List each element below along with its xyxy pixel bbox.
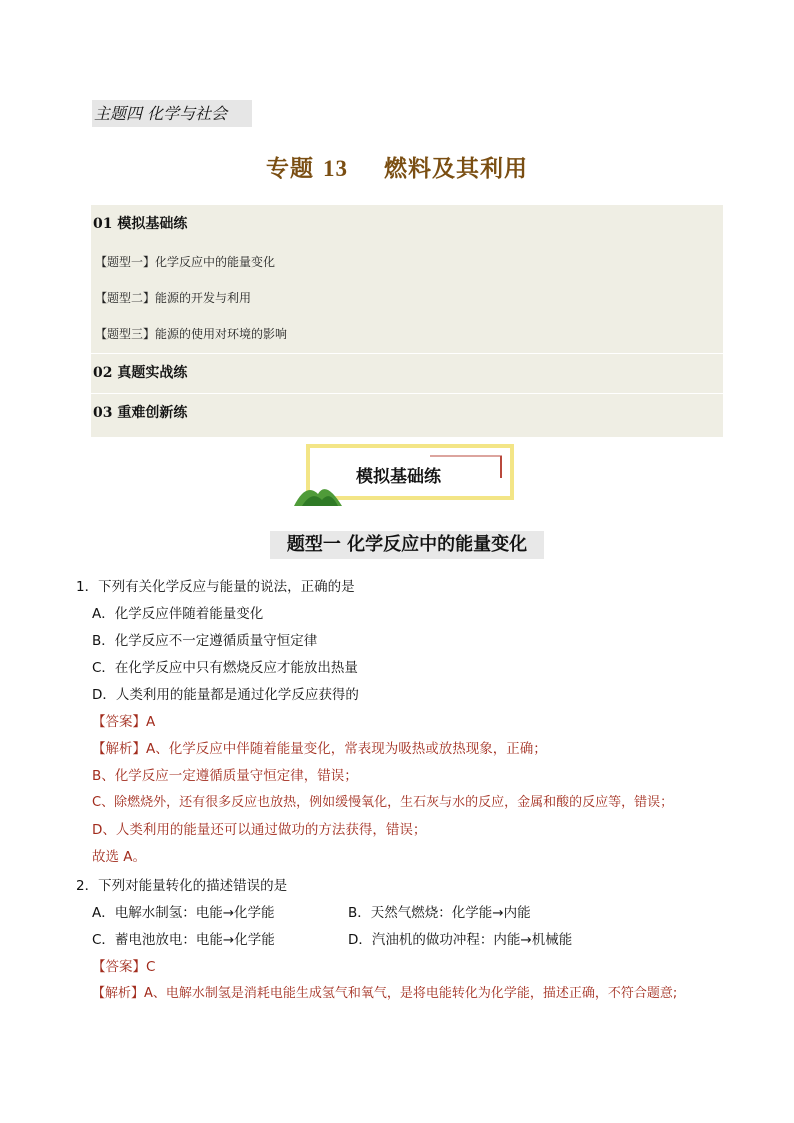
question-1-option-a: A．化学反应伴随着能量变化 <box>92 606 264 622</box>
toc-divider <box>91 353 723 354</box>
question-2-analysis-line: 【解析】A、电解水制氢是消耗电能生成氢气和氧气，是将电能转化为化学能，描述正确，不符合题意; <box>92 986 678 1001</box>
toc-section-1[interactable]: 01 模拟基础练 <box>93 216 188 232</box>
toc-item-3[interactable]: 【题型三】能源的使用对环境的影响 <box>95 327 288 341</box>
question-2-option-d: D．汽油机的做功冲程：内能→机械能 <box>348 932 573 948</box>
question-1-analysis-line: C、除燃烧外，还有很多反应也放热，例如缓慢氧化，生石灰与水的反应，金属和酸的反应等，错误； <box>92 795 674 810</box>
question-2-option-a: A．电解水制氢：电能→化学能 <box>92 905 275 921</box>
question-1-option-c: C．在化学反应中只有燃烧反应才能放出热量 <box>92 660 358 676</box>
question-2-answer: 【答案】C <box>92 959 156 975</box>
title-prefix: 专题 <box>265 156 314 182</box>
table-of-contents <box>91 205 723 437</box>
question-1-answer: 【答案】A <box>92 714 156 730</box>
section-heading: 题型一 化学反应中的能量变化 <box>270 531 544 559</box>
question-1-analysis-line: D、人类利用的能量还可以通过做功的方法获得，错误； <box>92 822 427 838</box>
toc-section-3[interactable]: 03 重难创新练 <box>93 405 188 421</box>
toc-section-2[interactable]: 02 真题实战练 <box>93 365 188 381</box>
banner-accent-bar <box>500 456 502 478</box>
title-number: 13 <box>322 156 348 181</box>
topic-tag: 主题四 化学与社会 <box>92 100 252 127</box>
toc-divider <box>91 393 723 394</box>
banner-accent-line <box>430 454 502 458</box>
question-1-option-d: D．人类利用的能量都是通过化学反应获得的 <box>92 687 359 703</box>
title-name: 燃料及其利用 <box>384 156 529 182</box>
question-1-stem: 1．下列有关化学反应与能量的说法，正确的是 <box>76 579 355 595</box>
question-2-option-c: C．蓄电池放电：电能→化学能 <box>92 932 275 948</box>
toc-item-1[interactable]: 【题型一】化学反应中的能量变化 <box>95 255 276 269</box>
question-1-analysis-line: B、化学反应一定遵循质量守恒定律，错误； <box>92 768 358 784</box>
toc-item-2[interactable]: 【题型二】能源的开发与利用 <box>95 291 252 305</box>
question-1-analysis-line: 故选 A。 <box>92 849 147 865</box>
hills-icon <box>292 476 352 508</box>
question-2-stem: 2．下列对能量转化的描述错误的是 <box>76 878 288 894</box>
question-1-option-b: B．化学反应不一定遵循质量守恒定律 <box>92 633 318 649</box>
question-1-analysis-line: 【解析】A、化学反应中伴随着能量变化，常表现为吸热或放热现象，正确； <box>92 741 547 757</box>
banner-label: 模拟基础练 <box>356 467 441 487</box>
page-title <box>0 150 794 183</box>
question-2-option-b: B．天然气燃烧：化学能→内能 <box>348 905 531 921</box>
